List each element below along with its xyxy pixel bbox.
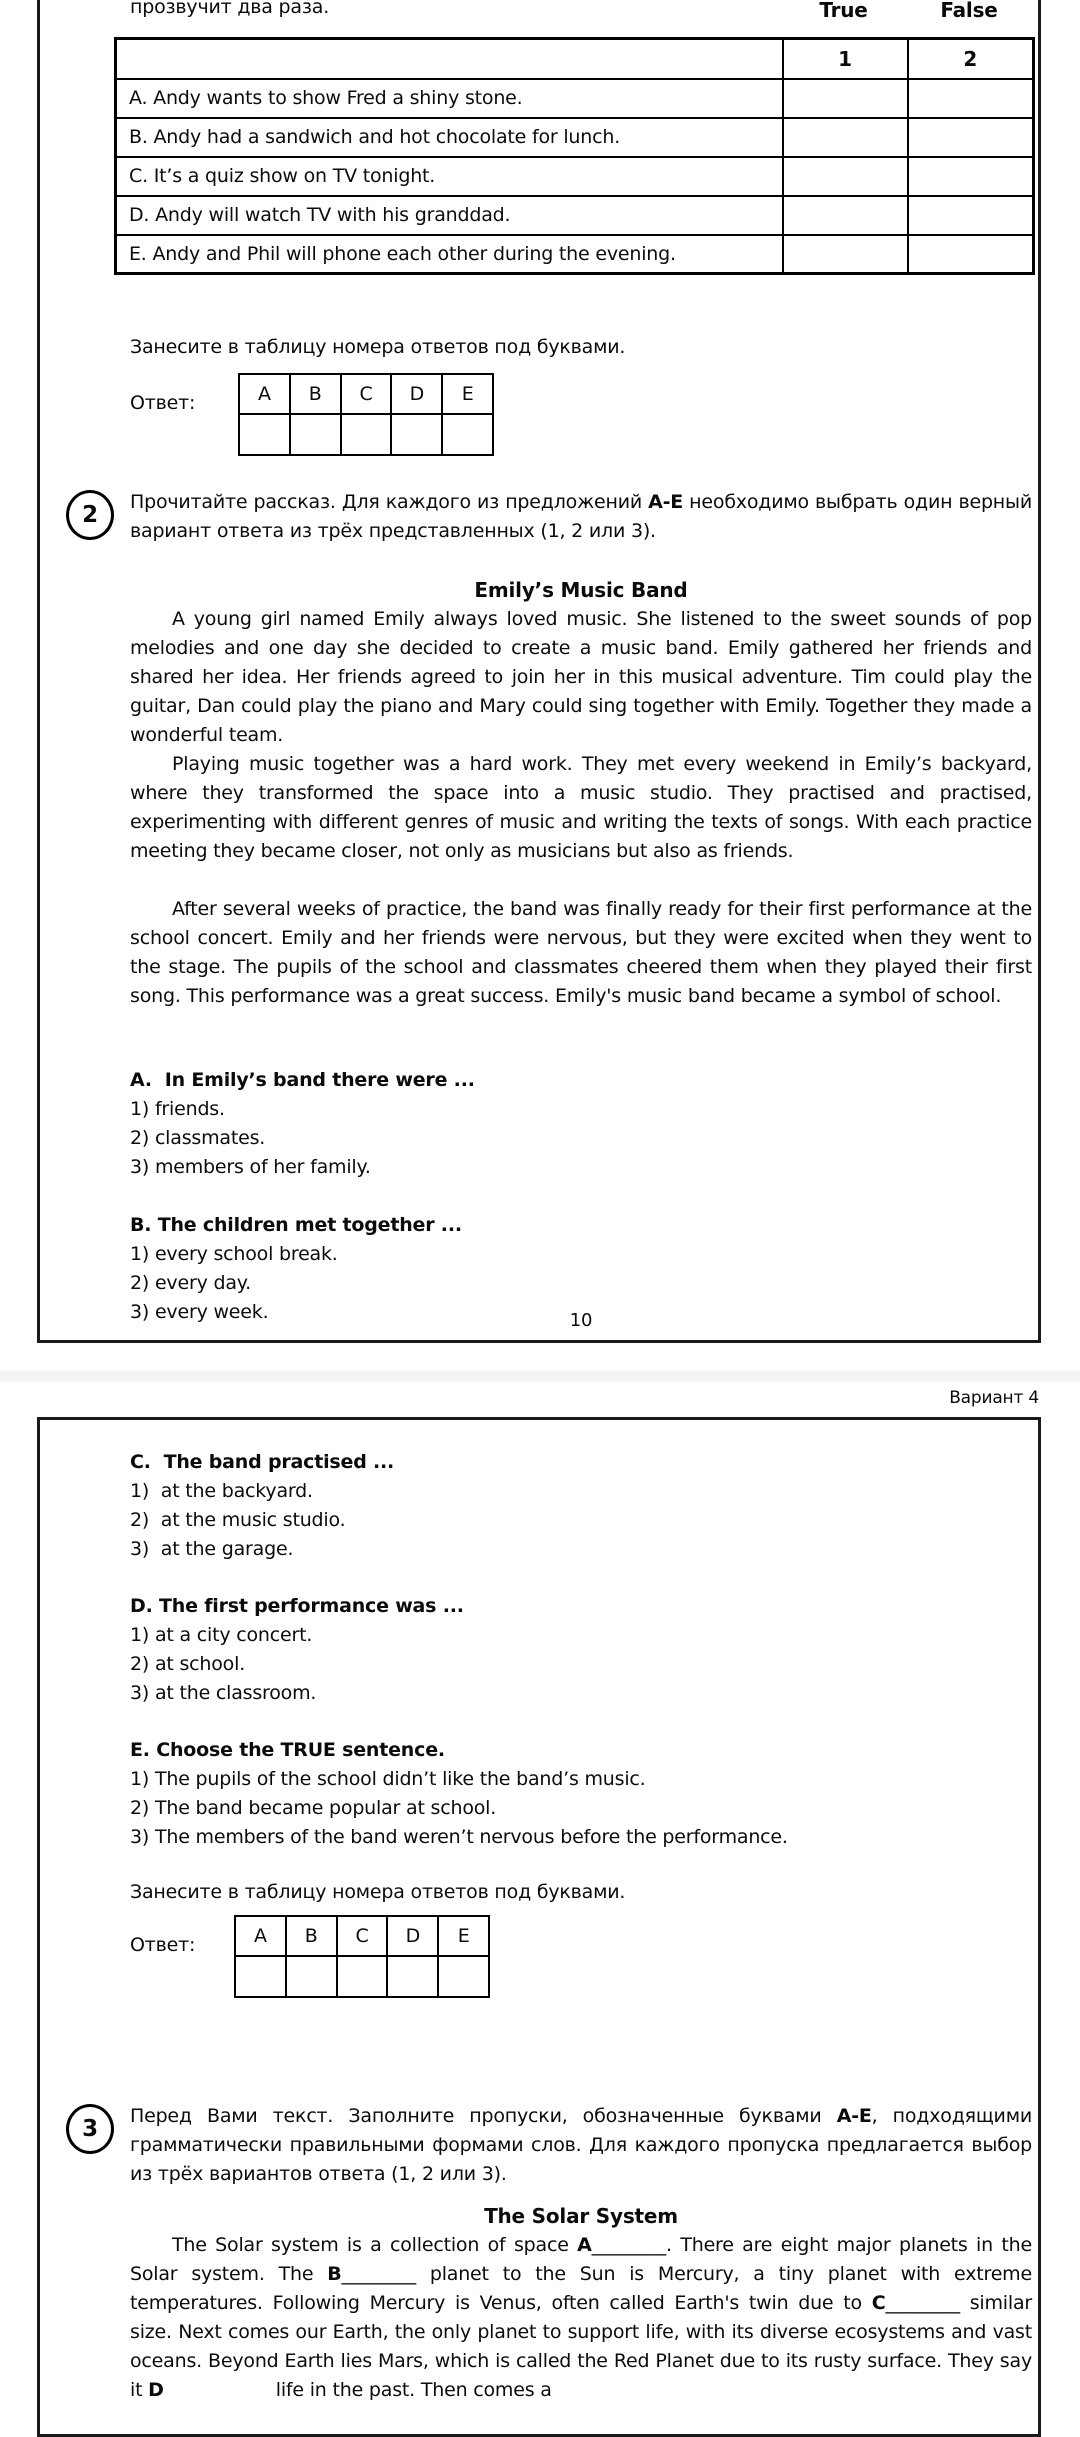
- solar-paragraph: [130, 2231, 1032, 2405]
- statement-row: [116, 196, 1034, 235]
- blank-c-line: ________: [885, 2292, 960, 2314]
- task-3-instruction: [130, 2102, 1032, 2189]
- question-option: 1) at the backyard.: [130, 1480, 313, 1502]
- answer-input-cell: [442, 414, 493, 455]
- task-2-number-circle: [66, 490, 114, 540]
- true-answer-cell: [783, 196, 908, 235]
- question-label: B. The children met together ...: [130, 1214, 462, 1236]
- solar-text: The Solar system is a collection of space: [172, 2234, 578, 2256]
- statement-cell: A. Andy wants to show Fred a shiny stone.: [116, 79, 783, 118]
- solar-text: . There are eight major planets in the Solar system. The: [130, 2234, 1032, 2285]
- answer-letter-cell: B: [290, 374, 341, 414]
- answer-input-cell: [391, 414, 442, 455]
- blank-c-letter: C: [871, 2292, 886, 2314]
- answer-label-1: Ответ:: [130, 392, 196, 414]
- question-option: 3) every week.: [130, 1301, 269, 1323]
- story-paragraph-text: A young girl named Emily always loved music. She listened to the sweet sounds of pop melodies and one day she decided to create a music band. Emily gathered her friends and shared her idea. Her friends agreed to join her in this musical adventure. Tim could play the guitar, Dan could play the piano and Mary could sing together with Emily. Together they made a wonderful team.: [130, 608, 1032, 746]
- question-option: 3) members of her family.: [130, 1156, 371, 1178]
- statement-cell: E. Andy and Phil will phone each other during the evening.: [116, 235, 783, 274]
- true-answer-cell: [783, 79, 908, 118]
- answer-letter-row: [235, 1916, 489, 1956]
- question-d-block: [130, 1592, 1032, 1708]
- answer-input-cell: [341, 414, 392, 455]
- true-answer-cell: [783, 157, 908, 196]
- solar-paragraph-text: [130, 2231, 1032, 2405]
- answer-letter-cell: C: [337, 1916, 388, 1956]
- answer-letter-cell: A: [239, 374, 290, 414]
- answer-letter-cell: E: [438, 1916, 489, 1956]
- blank-b-line: ________: [341, 2263, 416, 2285]
- true-answer-cell: [783, 235, 908, 274]
- true-number-cell: 1: [783, 39, 908, 79]
- question-label: D. The first performance was ...: [130, 1595, 464, 1617]
- true-column-header: True: [819, 0, 868, 22]
- solar-text: planet to the Sun is Mercury, a tiny planet with extreme temperatures. Following Mercury is Venus, often called Earth's twin due to: [130, 2263, 1032, 2314]
- answer-input-cell: [235, 1956, 286, 1997]
- blank-a-letter: A: [577, 2234, 592, 2256]
- story-paragraph-1: [130, 605, 1032, 750]
- task-2-instruction: [130, 488, 1032, 546]
- answer-input-row: [239, 414, 493, 455]
- false-answer-cell: [908, 196, 1034, 235]
- answer-letter-cell: E: [442, 374, 493, 414]
- task-3-text-before: Перед Вами текст. Заполните пропуски, обозначенные буквами: [130, 2105, 837, 2127]
- truefalse-table: [114, 37, 1035, 275]
- false-number-cell: 2: [908, 39, 1034, 79]
- question-a-block: [130, 1066, 1032, 1182]
- answer-input-cell: [337, 1956, 388, 1997]
- story-paragraph-text: Playing music together was a hard work. They met every weekend in Emily’s backyard, where they transformed the space into a music studio. They practised and practised, experimenting with different genres of music and writing the texts of songs. With each practice meeting they became closer, not only as musicians but also as friends.: [130, 753, 1032, 862]
- question-option: 1) friends.: [130, 1098, 225, 1120]
- question-option: 1) at a city concert.: [130, 1624, 313, 1646]
- page-separator: [0, 1371, 1080, 1382]
- statement-row: [116, 235, 1034, 274]
- question-option: 2) The band became popular at school.: [130, 1797, 497, 1819]
- question-option: 2) at school.: [130, 1653, 246, 1675]
- story-title: Emily’s Music Band: [474, 578, 688, 602]
- task-2-text-before: Прочитайте рассказ. Для каждого из предложений: [130, 491, 649, 513]
- statement-row: [116, 79, 1034, 118]
- variant-label: Вариант 4: [949, 1388, 1039, 1408]
- question-option: 1) every school break.: [130, 1243, 338, 1265]
- blank-b-letter: B: [327, 2263, 342, 2285]
- blank-d-letter: D: [148, 2379, 164, 2401]
- answer-letter-cell: C: [341, 374, 392, 414]
- solar-title: The Solar System: [484, 2204, 678, 2228]
- page-number: 10: [569, 1310, 593, 1331]
- answer-input-cell: [239, 414, 290, 455]
- story-paragraph-2: [130, 750, 1032, 866]
- story-paragraph-3: [130, 895, 1032, 1011]
- task-3-bold-letters: А-Е: [836, 2105, 872, 2127]
- false-answer-cell: [908, 79, 1034, 118]
- answer-grid-1: [238, 373, 494, 456]
- solar-text: similar size. Next comes our Earth, the only planet to support life, with its diverse ecosystems and vast oceans. Beyond Earth lies Mars, which is called the Red Planet due to its rusty surface. They say it: [130, 2292, 1033, 2401]
- top-partial-text: прозвучит два раза.: [130, 0, 330, 18]
- statement-cell: D. Andy will watch TV with his granddad.: [116, 196, 783, 235]
- task-3-number: 3: [82, 2116, 98, 2142]
- statement-row: [116, 157, 1034, 196]
- true-answer-cell: [783, 118, 908, 157]
- transfer-note-1: Занесите в таблицу номера ответов под буквами.: [130, 336, 626, 358]
- answer-input-row: [235, 1956, 489, 1997]
- statement-row: [116, 118, 1034, 157]
- answer-letter-cell: A: [235, 1916, 286, 1956]
- statement-cell: B. Andy had a sandwich and hot chocolate for lunch.: [116, 118, 783, 157]
- answer-input-cell: [438, 1956, 489, 1997]
- false-answer-cell: [908, 235, 1034, 274]
- answer-input-cell: [387, 1956, 438, 1997]
- question-e-block: [130, 1736, 1032, 1852]
- truefalse-header-row: [116, 39, 1034, 79]
- answer-letter-cell: D: [387, 1916, 438, 1956]
- question-c-block: [130, 1448, 1032, 1564]
- answer-grid-2: [234, 1915, 490, 1998]
- task-3-number-circle: [66, 2104, 114, 2154]
- question-option: 3) The members of the band weren’t nervous before the performance.: [130, 1826, 788, 1848]
- solar-text: life in the past. Then comes a: [275, 2379, 552, 2401]
- false-answer-cell: [908, 118, 1034, 157]
- question-label: C. The band practised ...: [130, 1451, 395, 1473]
- question-option: 3) at the classroom.: [130, 1682, 317, 1704]
- blank-a-line: ________: [591, 2234, 667, 2256]
- question-option: 3) at the garage.: [130, 1538, 294, 1560]
- answer-label-2: Ответ:: [130, 1934, 196, 1956]
- task-2-bold-letters: А-Е: [648, 491, 684, 513]
- false-column-header: False: [940, 0, 998, 22]
- answer-letter-cell: D: [391, 374, 442, 414]
- answer-letter-row: [239, 374, 493, 414]
- question-option: 2) classmates.: [130, 1127, 266, 1149]
- answer-input-cell: [290, 414, 341, 455]
- false-answer-cell: [908, 157, 1034, 196]
- transfer-note-2: Занесите в таблицу номера ответов под буквами.: [130, 1881, 626, 1903]
- task-3-text-after: , подходящими грамматически правильными формами слов. Для каждого пропуска предлагается выбор из трёх вариантов ответа (1, 2 или 3).: [130, 2105, 1032, 2185]
- answer-letter-cell: B: [286, 1916, 337, 1956]
- task-2-number: 2: [82, 502, 98, 528]
- question-label: A. In Emily’s band there were ...: [130, 1069, 475, 1091]
- question-option: 2) every day.: [130, 1272, 251, 1294]
- question-option: 2) at the music studio.: [130, 1509, 346, 1531]
- question-label: E. Choose the TRUE sentence.: [130, 1739, 445, 1761]
- story-paragraph-text: After several weeks of practice, the band was finally ready for their first performance at the school concert. Emily and her friends were nervous, but they were excited when they went to the stage. The pupils of the school and classmates cheered them when they played their first song. This performance was a great success. Emily's music band became a symbol of school.: [130, 898, 1032, 1007]
- task-2-text-after: необходимо выбрать один верный вариант ответа из трёх представленных (1, 2 или 3).: [130, 491, 1032, 542]
- answer-input-cell: [286, 1956, 337, 1997]
- blank-header-cell: [116, 39, 783, 79]
- statement-cell: C. It’s a quiz show on TV tonight.: [116, 157, 783, 196]
- question-option: 1) The pupils of the school didn’t like the band’s music.: [130, 1768, 646, 1790]
